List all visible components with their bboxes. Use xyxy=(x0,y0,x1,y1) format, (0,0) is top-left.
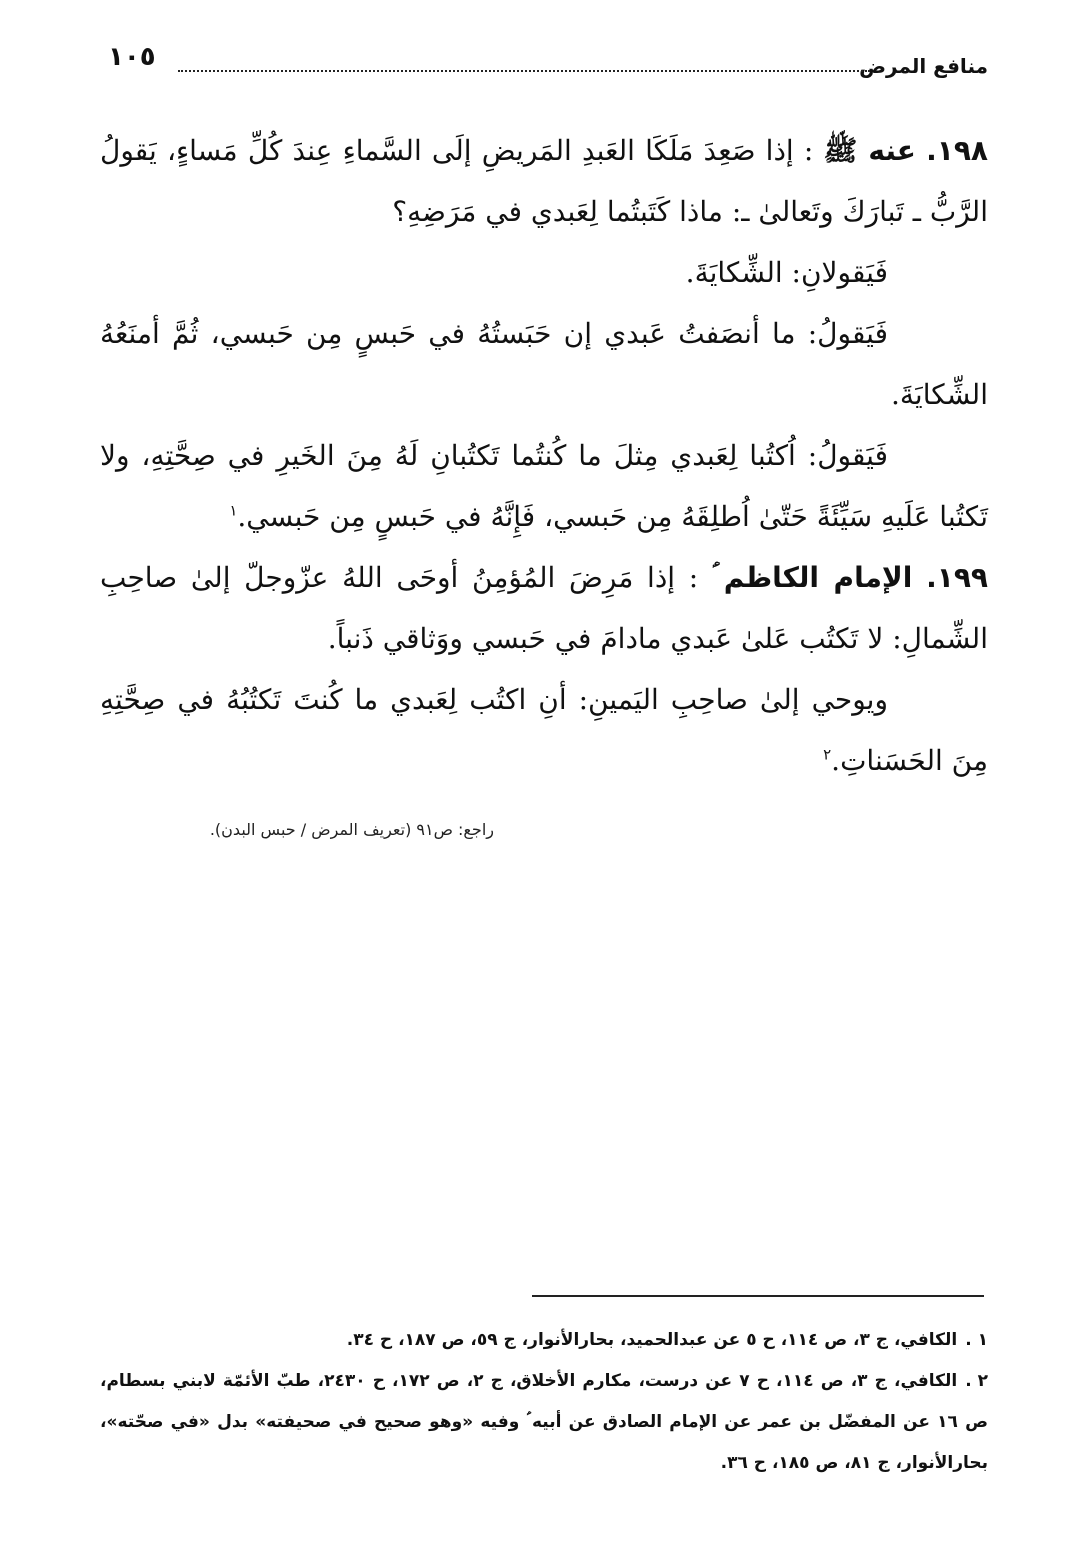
footnote-text: الكافي، ج ٣، ص ١١٤، ح ٥ عن عبدالحميد، بحارالأنوار، ج ٥٩، ص ١٨٧، ح ٣٤. xyxy=(346,1330,958,1350)
footnote-number: ٢ . xyxy=(965,1371,989,1391)
hadith-number: ١٩٩. xyxy=(926,561,989,594)
hadith-text: : إذا مَرِضَ المُؤمِنُ أوحَى اللهُ عزّوجلّ إلىٰ صاحِبِ الشِّمالِ: لا تَكتُب عَلىٰ عَبدي مادامَ في حَبسي ووَثاقي ذَنباً. xyxy=(100,561,988,655)
hadith-199-opening xyxy=(100,547,988,669)
footnote-item xyxy=(100,1361,988,1484)
hadith-text: فَيَقولُ: اُكتُبا لِعَبدي مِثلَ ما كُنتُما تَكتُبانِ لَهُ مِنَ الخَيرِ في صِحَّتِهِ، ولا تَكتُبا عَلَيهِ سَيِّئَةً حَتّىٰ اُطلِقَهُ مِن حَبسي، فَإِنَّهُ في حَبسٍ مِن حَبسي. xyxy=(100,439,988,533)
chapter-title: منافع المرض xyxy=(859,54,988,78)
hadith-narrator: الإمام الكاظم ؑ xyxy=(711,561,913,594)
footnote-reference[interactable]: ١ xyxy=(229,501,238,520)
hadith-text: ويوحي إلىٰ صاحِبِ اليَمينِ: أنِ اكتُب لِعَبدي ما كُنتَ تَكتُبُهُ في صِحَّتِهِ مِنَ الحَسَناتِ. xyxy=(100,683,988,777)
main-text xyxy=(100,120,988,791)
header-dotted-leader xyxy=(178,70,870,72)
cross-reference-note: راجع: ص٩١ (تعريف المرض / حبس البدن). xyxy=(209,820,494,839)
footnote-reference[interactable]: ٢ xyxy=(823,745,832,764)
hadith-text: فَيَقولُ: ما أنصَفتُ عَبدي إن حَبَستُهُ في حَبسٍ مِن حَبسي، ثُمَّ أمنَعُهُ الشِّكايَةَ. xyxy=(100,317,988,411)
footnote-separator xyxy=(532,1295,984,1297)
footnotes xyxy=(100,1320,988,1484)
footnote-text: الكافي، ج ٣، ص ١١٤، ح ٧ عن درست، مكارم الأخلاق، ج ٢، ص ١٧٢، ح ٢٤٣٠، طبّ الأئمّة لابني بسطام، ص ١٦ عن المفضّل بن عمر عن الإمام الصادق عن أبيه ؑ وفيه «وهو صحيح في صحيفته» بدل «في صحّته»، بحارالأنوار، ج ٨١، ص ١٨٥، ح ٣٦. xyxy=(100,1371,988,1473)
hadith-text: فَيَقولانِ: الشِّكايَةَ. xyxy=(685,256,888,289)
page-number: ١٠٥ xyxy=(108,42,156,72)
running-header xyxy=(108,40,988,84)
footnote-item xyxy=(100,1320,988,1361)
hadith-narrator: عنه ﷺ xyxy=(823,134,916,167)
hadith-199-continuation xyxy=(100,669,988,791)
hadith-198-opening xyxy=(100,120,988,242)
hadith-text: : إذا صَعِدَ مَلَكَا العَبدِ المَريضِ إلَى السَّماءِ عِندَ كُلِّ مَساءٍ، يَقولُ الرَّبُّ ـ تَبارَكَ وتَعالىٰ ـ: ماذا كَتَبتُما لِعَبدي في مَرَضِهِ؟ xyxy=(100,134,988,228)
hadith-198-response xyxy=(100,303,988,425)
footnote-number: ١ . xyxy=(965,1330,988,1350)
hadith-number: ١٩٨. xyxy=(926,134,989,167)
hadith-198-command xyxy=(100,425,988,547)
hadith-198-reply xyxy=(100,242,988,303)
